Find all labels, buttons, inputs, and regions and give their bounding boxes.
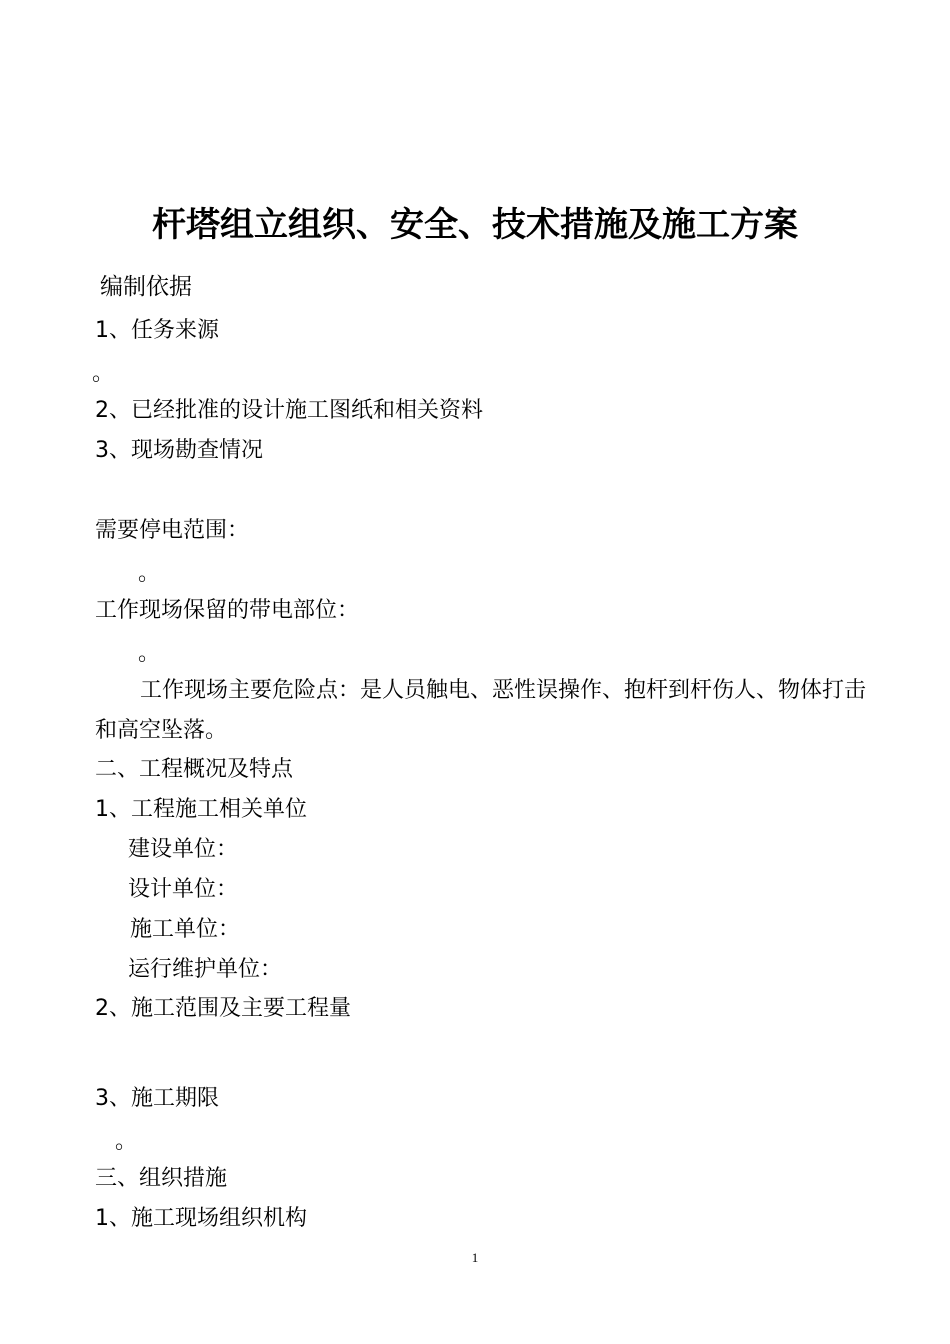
live-parts-period: 。 (138, 641, 161, 666)
owner-unit: 建设单位： (128, 837, 239, 862)
construction-unit: 施工单位： (130, 917, 241, 942)
hazards-line-1: 工作现场主要危险点：是人员触电、恶性误操作、抱杆到杆伤人、物体打击 (140, 678, 867, 703)
page-number: 1 (471, 1250, 479, 1265)
period-heading: 3、施工期限 (95, 1086, 219, 1111)
org-heading: 三、组织措施 (95, 1166, 228, 1191)
period-heading-period: 。 (115, 1129, 138, 1154)
overview-heading: 二、工程概况及特点 (95, 757, 294, 782)
task-source: 1、任务来源 (95, 318, 219, 343)
scope-heading: 2、施工范围及主要工程量 (95, 996, 351, 1021)
outage-range: 需要停电范围： (95, 518, 250, 543)
approved-docs: 2、已经批准的设计施工图纸和相关资料 (95, 398, 483, 423)
design-unit: 设计单位： (128, 877, 239, 902)
maintenance-unit: 运行维护单位： (128, 957, 283, 982)
units-heading: 1、工程施工相关单位 (95, 797, 307, 822)
outage-range-period: 。 (138, 561, 161, 586)
document-title: 杆塔组立组织、安全、技术措施及施工方案 (152, 205, 798, 245)
site-survey: 3、现场勘查情况 (95, 438, 263, 463)
live-parts: 工作现场保留的带电部位： (95, 598, 360, 623)
site-org: 1、施工现场组织机构 (95, 1206, 307, 1231)
basis-heading: 编制依据 (100, 274, 192, 300)
task-source-period: 。 (92, 361, 115, 386)
hazards-line-2: 和高空坠落。 (95, 718, 228, 743)
